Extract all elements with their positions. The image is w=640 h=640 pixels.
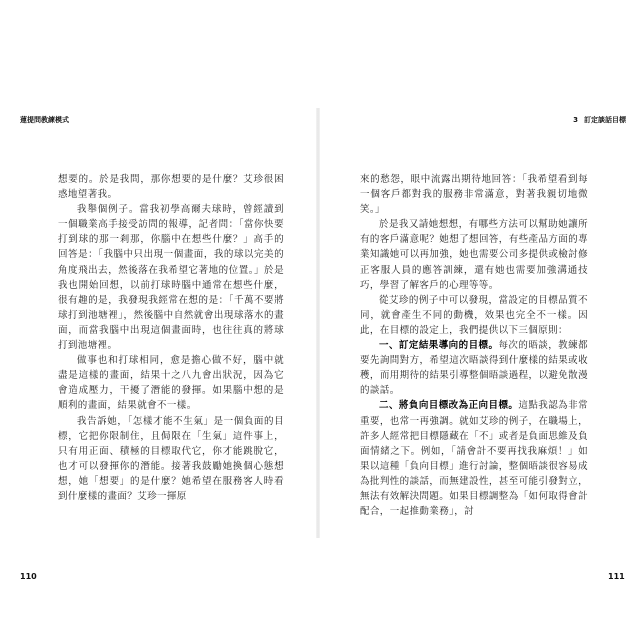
- paragraph-text: 我舉個例子。當我初學高爾夫球時，曾經讀到一個職業高手接受訪問的報導，記者問：「當你快要打到球的那一剎那，你腦中在想些什麼？」高手的回答是：「我腦中只出現一個畫面，我的球以完美的角度飛出去，然後落在我希望它著地的位置。」於是我也開始回想，以前打球時腦中通常在想些什麼，很有趣的是，我發現我經常在想的是：「千萬不要將球打到池塘裡」，然後腦中自然就會出現球落水的畫面，而當我腦中出現這個畫面時，也往往真的將球打到池塘裡。: [58, 204, 284, 352]
- paragraph-text: 想要的。於是我問，那你想要的是什麼？艾珍很困惑地望著我。: [58, 174, 284, 201]
- paragraph-text: 從艾珍的例子中可以發現，當設定的目標品質不同，就會產生不同的動機，效果也完全不一樣。因此，在目標的設定上，我們提供以下三個原則：: [360, 294, 588, 336]
- paragraph: [58, 353, 284, 413]
- paragraph: [360, 338, 588, 398]
- principle-heading: 二、將負向目標改為正向目標。: [379, 400, 519, 412]
- right-body-text: [360, 172, 588, 519]
- chapter-title: 訂定談話目標: [584, 116, 626, 124]
- paragraph-text: 來的愁怨，眼中流露出期待地回答：「我希望看到每一個客戶都對我的服務非常滿意，對著我親切地微笑。」: [360, 174, 588, 216]
- paragraph-text: 這點我認為非常重要，也常一再強調。就如艾珍的例子，在職場上，許多人經常把目標隱藏在「不」或者是負面思維及負面情緒之下。例如，「請會計不要再找我麻煩！」如果以這種「負向目標」進行討論，整個晤談很容易成為批判性的談話，而無建設性，甚至可能引發對立，無法有效解決問題。如果目標調整為「如何取得會計配合，一起推動業務」，討: [360, 400, 588, 518]
- left-running-head: 蓮提問教練模式: [20, 116, 69, 124]
- paragraph: [360, 172, 588, 217]
- paragraph: [360, 217, 588, 292]
- left-body-text: [58, 172, 284, 504]
- paragraph: [58, 414, 284, 505]
- paragraph: [58, 172, 284, 202]
- paragraph-text: 做事也和打球相同，愈是擔心做不好，腦中就盡是這樣的畫面，結果十之八九會出狀況，因為它會造成壓力，干擾了潛能的發揮。如果腦中想的是順利的畫面，結果就會不一樣。: [58, 355, 284, 412]
- paragraph-text: 我告訴她，「怎樣才能不生氣」是一個負面的目標，它把你限制住，且侷限在「生氣」這件事上，只有用正面、積極的目標取代它，你才能跳脫它，也才可以發揮你的潛能。接著我鼓勵她換個心態想想，她「想要」的是什麼？她希望在服務客人時看到什麼樣的畫面？艾珍一揮原: [58, 415, 284, 502]
- left-page-number: 110: [20, 572, 37, 581]
- right-page-number: 111: [608, 572, 625, 581]
- paragraph: [58, 202, 284, 353]
- book-gutter: [316, 108, 320, 538]
- paragraph-text: 每次的晤談，教練都要先詢問對方，希望這次晤談得到什麼樣的結果或收穫，而用期待的結果引導整個晤談過程，以避免散漫的談話。: [360, 340, 588, 397]
- right-running-head: [573, 115, 626, 125]
- paragraph-text: 於是我又請她想想，有哪些方法可以幫助她讓所有的客戶滿意呢？她想了想回答，有些產品方面的專業知識她可以再加強，她也需要公司多提供或檢討修正客服人員的應答訓練，還有她也需要加強溝通技巧，學習了解客戶的心理等等。: [360, 219, 588, 291]
- principle-heading: 一、訂定結果導向的目標。: [379, 340, 499, 352]
- paragraph: [360, 293, 588, 338]
- chapter-number: 3: [573, 116, 578, 124]
- paragraph: [360, 398, 588, 519]
